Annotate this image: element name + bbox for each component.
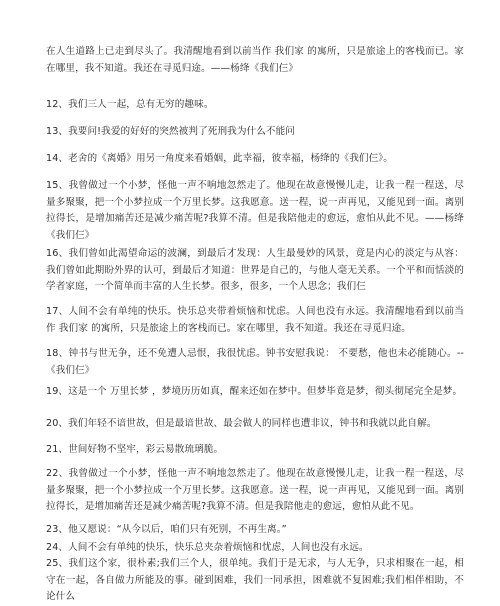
quote-paragraph-21: 21、世间好物不坚牢，彩云易散琉璃脆。 bbox=[46, 444, 224, 455]
quote-paragraph-12: 12、我们三人一起，总有无穷的趣味。 bbox=[46, 99, 214, 110]
quote-paragraph-24: 24、人间不会有单纯的快乐，快乐总夹杂着烦恼和忧虑，人间也没有永远。 bbox=[46, 542, 369, 553]
quote-paragraph-23: 23、他又愿说：“从今以后，咱们只有死别，不再生离。” bbox=[46, 524, 287, 535]
quote-paragraph-13: 13、我要问!我爱的好好的突然被判了死刑我为什么不能问 bbox=[46, 126, 296, 137]
quote-paragraph-25: 25、我们这个家，很朴素;我们三个人，很单纯。我们于是无求，与人无争，只求相聚在一起，相守在一起，各自做力所能及的事。碰到困难，我们一同承担，困难就不复困难;我们相伴相助，不论什么 bbox=[46, 558, 464, 602]
quote-paragraph-14: 14、老舍的《离婚》用另一角度来看婚姻，此幸福，彼幸福，杨绛的《我们仨》。 bbox=[46, 153, 393, 164]
quote-paragraph-intro: 在人生道路上已走到尽头了。我清醒地看到以前当作 我们家 的寓所，只是旅途上的客栈而已。家在哪里，我不知道。我还在寻觅归途。——杨绛《我们仨》 bbox=[46, 46, 464, 74]
quote-paragraph-18: 18、钟书与世无争，还不免遭人忌恨，我很忧虑。钟书安慰我说： 不要愁，他也未必能随心。--《我们仨》 bbox=[46, 348, 464, 376]
quote-paragraph-17: 17、人间不会有单纯的快乐。快乐总夹带着烦恼和忧虑。人间也没有永远。我清醒地看到以前当作 我们家 的寓所，只是旅途上的客栈而已。家在哪里，我不知道。我还在寻觅归途。 bbox=[46, 306, 464, 334]
quote-paragraph-16: 16、我们曾如此渴望命运的波澜，到最后才发现：人生最曼妙的风景，竟是内心的淡定与从容：我们曾如此期盼外界的认可，到最后才知道：世界是自己的，与他人毫无关系。一个平和而恬淡的学者家庭，一个简单而丰富的人生长梦。很多，很多，一个人思念；我们仨 bbox=[46, 248, 464, 292]
quote-paragraph-22: 22、我曾做过一个小梦，怪他一声不响地忽然走了。他现在故意慢慢儿走，让我一程一程送，尽量多聚聚，把一个小梦拉成一个万里长梦。这我愿意。送一程，说一声再见，又能见到一面。离别拉得长，是增加痛苦还是减少痛苦呢?我算不清。但是我陪他走的愈远，愈怕从此不见。 bbox=[46, 468, 464, 512]
quote-paragraph-15: 15、我曾做过一个小梦，怪他一声不响地忽然走了。他现在故意慢慢儿走，让我一程一程送，尽量多聚聚，把一个小梦拉成一个万里长梦。这我愿意。送一程，说一声再见，又能见到一面。离别拉得长，是增加痛苦还是减少痛苦呢?我算不清。但是我陪他走的愈远，愈怕从此不见。——杨绛《我们仨》 bbox=[46, 180, 464, 241]
quote-paragraph-19: 19、这是一个 万里长梦 ，梦境历历如真，醒来还如在梦中。但梦毕竟是梦，彻头彻尾完全是梦。 bbox=[46, 386, 463, 397]
quote-paragraph-20: 20、我们年轻不谙世故，但是最谙世故、最会做人的同样也遭非议，钟书和我就以此自解。 bbox=[46, 418, 437, 429]
